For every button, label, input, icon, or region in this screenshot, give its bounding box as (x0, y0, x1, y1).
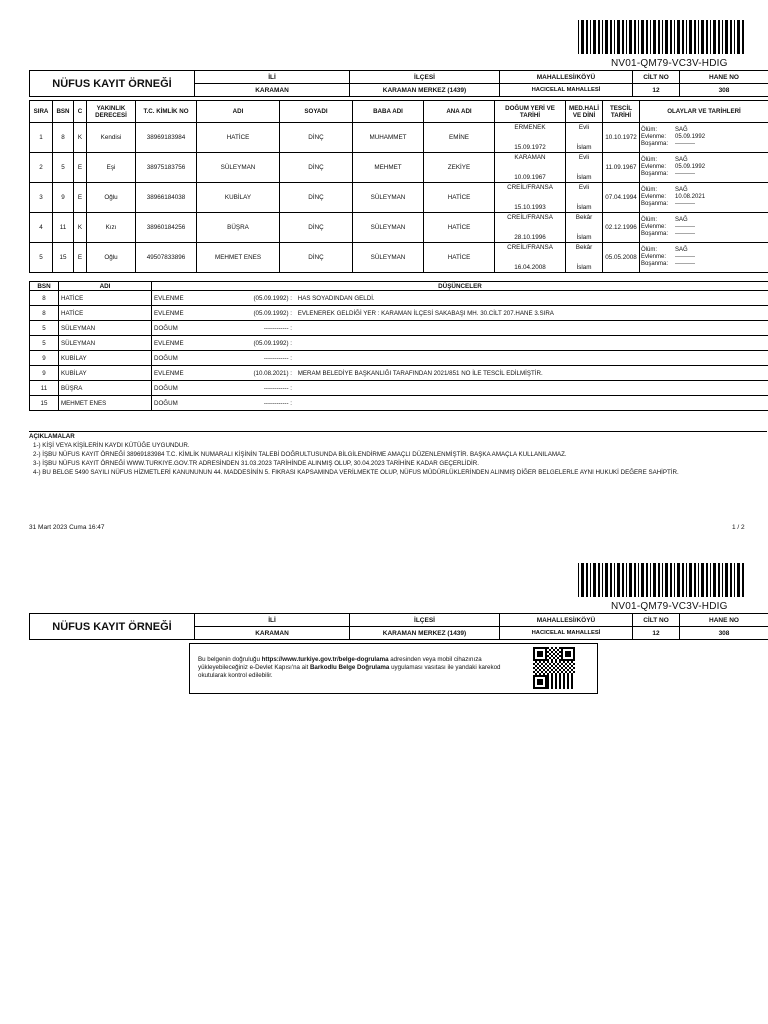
religion: İslam (576, 174, 592, 181)
notes-adi: MEHMET ENES (59, 396, 152, 411)
cell-yakinlik: Eşi (87, 153, 136, 183)
cell-bsn: 11 (53, 213, 74, 243)
notes-bsn: 11 (30, 381, 59, 396)
cell-olaylar: Ölüm: SAĞ Evlenme: 05.09.1992 Boşanma: ---------- (640, 153, 768, 183)
cell-sira: 5 (30, 243, 53, 273)
notes-adi: SÜLEYMAN (59, 336, 152, 351)
notes-date: ------------ : (263, 384, 292, 392)
cell-olaylar: Ölüm: SAĞ Evlenme: 05.09.1992 Boşanma: ---------- (640, 123, 768, 153)
table-row (30, 123, 768, 153)
notes-bsn: 5 (30, 321, 59, 336)
verification-text: Bu belgenin doğruluğu https://www.turkiye.gov.tr/belge-dogrulama adresinden veya mobil cihazınıza yükleyebileceğiniz e-Devlet Kapısı'na ait Barkodlu Belge Doğrulama uygulaması vasıtası ile yandaki karekod okutularak kontrol edilebilir. (198, 656, 501, 679)
cell-olaylar: Ölüm: SAĞ Evlenme: ---------- Boşanma: ---------- (640, 213, 768, 243)
header-value-hane-2: 308 (680, 627, 768, 640)
header-value-mahalle-2: HACICELAL MAHALLESİ (500, 627, 633, 640)
cell-medeni (566, 123, 603, 153)
notes-adi: KUBİLAY (59, 366, 152, 381)
document-title-2: NÜFUS KAYIT ÖRNEĞİ (30, 614, 195, 640)
explanation-item: 3-) İŞBU NÜFUS KAYIT ÖRNEĞİ WWW.TURKIYE.GOV.TR ADRESİNDEN 31.03.2023 TARİHİNDE ALINMIŞ OLUP, 30.04.2023 TARİHİNE KADAR GEÇERLİDİR. (33, 460, 479, 467)
col-adi: ADI (197, 101, 280, 123)
notes-row (30, 381, 768, 396)
cell-dogum (495, 183, 566, 213)
col-c: C (74, 101, 87, 123)
header-value-ilce: KARAMAN MERKEZ (1439) (350, 84, 500, 97)
verification-url[interactable]: https://www.turkiye.gov.tr/belge-dogrulama (261, 656, 389, 663)
cell-sira: 2 (30, 153, 53, 183)
notes-row (30, 396, 768, 411)
cell-tc: 38966184038 (136, 183, 197, 213)
religion: İslam (576, 144, 592, 151)
cell-tc: 38975183756 (136, 153, 197, 183)
religion: İslam (576, 204, 592, 211)
document-title: NÜFUS KAYIT ÖRNEĞİ (30, 71, 195, 97)
table-row (30, 153, 768, 183)
cell-yakinlik: Oğlu (87, 243, 136, 273)
notes-adi: HATİCE (59, 306, 152, 321)
notes-event: EVLENME (154, 294, 184, 302)
cell-soyadi: DİNÇ (280, 243, 353, 273)
notes-date: ------------ : (263, 354, 292, 362)
cell-yakinlik: Kızı (87, 213, 136, 243)
birth-date: 15.09.1972 (514, 144, 546, 151)
verification-box (189, 643, 598, 694)
cell-ana: HATİCE (424, 183, 495, 213)
header-label-ilce: İLÇESİ (350, 71, 500, 84)
cell-bsn: 8 (53, 123, 74, 153)
notes-row (30, 336, 768, 351)
header-value-cilt-2: 12 (633, 627, 680, 640)
col-medeni: MED.HALİ VE DİNİ (566, 101, 603, 123)
cell-yakinlik: Oğlu (87, 183, 136, 213)
cell-tc: 38960184256 (136, 213, 197, 243)
cell-tc: 38969183984 (136, 123, 197, 153)
birth-date: 10.09.1967 (514, 174, 546, 181)
cell-dogum (495, 213, 566, 243)
birth-date: 28.10.1996 (514, 234, 546, 241)
col-bsn: BSN (53, 101, 74, 123)
notes-date: (10.08.2021) : (253, 369, 292, 377)
notes-event: EVLENME (154, 309, 184, 317)
header-value-il: KARAMAN (195, 84, 350, 97)
notes-bsn: 5 (30, 336, 59, 351)
table-row (30, 213, 768, 243)
col-soyadi: SOYADI (280, 101, 353, 123)
birth-place: CREİL/FRANSA (507, 184, 553, 191)
religion: İslam (576, 234, 592, 241)
header-label-il: İLİ (195, 71, 350, 84)
birth-place: ERMENEK (514, 124, 546, 131)
cell-olaylar: Ölüm: SAĞ Evlenme: ---------- Boşanma: ---------- (640, 243, 768, 273)
notes-remark: MERAM BELEDİYE BAŞKANLIĞI TARAFINDAN 2021/851 NO İLE TESCİL EDİLMİŞTİR. (297, 369, 543, 377)
cell-sira: 1 (30, 123, 53, 153)
cell-bsn: 9 (53, 183, 74, 213)
cell-c: E (74, 243, 87, 273)
notes-bsn: 9 (30, 351, 59, 366)
cell-adi: HATİCE (197, 123, 280, 153)
col-sira: SIRA (30, 101, 53, 123)
notes-event: EVLENME (154, 369, 184, 377)
notes-text (152, 366, 768, 381)
cell-baba: MUHAMMET (353, 123, 424, 153)
cell-ana: ZEKİYE (424, 153, 495, 183)
notes-event: DOĞUM (154, 399, 178, 407)
cell-dogum (495, 123, 566, 153)
cell-c: K (74, 213, 87, 243)
marital-status: Evli (578, 154, 590, 161)
cell-yakinlik: Kendisi (87, 123, 136, 153)
cell-soyadi: DİNÇ (280, 153, 353, 183)
notes-date: (05.09.1992) : (253, 339, 292, 347)
header-table (29, 70, 768, 97)
explanations-title: AÇIKLAMALAR (29, 433, 75, 440)
cell-tescil: 07.04.1994 (603, 183, 640, 213)
header-value-ilce-2: KARAMAN MERKEZ (1439) (350, 627, 500, 640)
notes-adi: BÜŞRA (59, 381, 152, 396)
marital-status: Evli (578, 124, 590, 131)
notes-bsn: 8 (30, 291, 59, 306)
cell-tescil: 02.12.1996 (603, 213, 640, 243)
cell-medeni (566, 213, 603, 243)
notes-date: (05.09.1992) : (253, 294, 292, 302)
notes-event: DOĞUM (154, 324, 178, 332)
cell-medeni (566, 153, 603, 183)
birth-place: CREİL/FRANSA (507, 244, 553, 251)
notes-table (29, 281, 768, 411)
marital-status: Bekâr (575, 244, 593, 251)
cell-soyadi: DİNÇ (280, 123, 353, 153)
col-tc: T.C. KİMLİK NO (136, 101, 197, 123)
notes-remark: HAS SOYADINDAN GELDİ. (297, 294, 375, 302)
header-value-hane: 308 (680, 84, 768, 97)
notes-event: EVLENME (154, 339, 184, 347)
cell-soyadi: DİNÇ (280, 213, 353, 243)
cell-ana: EMİNE (424, 123, 495, 153)
notes-event: DOĞUM (154, 384, 178, 392)
person-table (29, 100, 768, 273)
notes-col-adi: ADI (59, 282, 152, 291)
notes-row (30, 321, 768, 336)
cell-sira: 4 (30, 213, 53, 243)
cell-medeni (566, 243, 603, 273)
header-value-mahalle: HACICELAL MAHALLESİ (500, 84, 633, 97)
qr-code-image (533, 647, 575, 689)
notes-text (152, 336, 768, 351)
notes-text (152, 291, 768, 306)
table-row (30, 243, 768, 273)
birth-place: KARAMAN (514, 154, 546, 161)
header-value-il-2: KARAMAN (195, 627, 350, 640)
cell-tescil: 10.10.1972 (603, 123, 640, 153)
cell-tc: 49507833896 (136, 243, 197, 273)
col-yakinlik: YAKINLIK DERECESİ (87, 101, 136, 123)
explanation-item: 1-) KİŞİ VEYA KİŞİLERİN KAYDI KÜTÜĞE UYGUNDUR. (33, 442, 190, 449)
cell-c: E (74, 153, 87, 183)
marital-status: Evli (578, 184, 590, 191)
cell-soyadi: DİNÇ (280, 183, 353, 213)
notes-col-dusunceler: DÜŞÜNCELER (152, 282, 768, 291)
cell-tescil: 05.05.2008 (603, 243, 640, 273)
col-ana: ANA ADI (424, 101, 495, 123)
birth-place: CREİL/FRANSA (507, 214, 553, 221)
notes-adi: HATİCE (59, 291, 152, 306)
cell-c: K (74, 123, 87, 153)
barcode-code: NV01-QM79-VC3V-HDIG (611, 58, 728, 69)
notes-text (152, 351, 768, 366)
cell-baba: MEHMET (353, 153, 424, 183)
cell-adi: MEHMET ENES (197, 243, 280, 273)
notes-row (30, 291, 768, 306)
cell-tescil: 11.09.1967 (603, 153, 640, 183)
cell-dogum (495, 153, 566, 183)
cell-baba: SÜLEYMAN (353, 183, 424, 213)
cell-dogum (495, 243, 566, 273)
notes-bsn: 15 (30, 396, 59, 411)
cell-olaylar: Ölüm: SAĞ Evlenme: 10.08.2021 Boşanma: ---------- (640, 183, 768, 213)
header-label-cilt: CİLT NO (633, 71, 680, 84)
notes-adi: KUBİLAY (59, 351, 152, 366)
notes-row (30, 306, 768, 321)
header-label-hane: HANE NO (680, 71, 768, 84)
notes-bsn: 8 (30, 306, 59, 321)
barcode-code-2: NV01-QM79-VC3V-HDIG (611, 601, 728, 612)
notes-date: ------------ : (263, 324, 292, 332)
cell-baba: SÜLEYMAN (353, 243, 424, 273)
cell-c: E (74, 183, 87, 213)
notes-adi: SÜLEYMAN (59, 321, 152, 336)
header-label-cilt-2: CİLT NO (633, 614, 680, 627)
col-olaylar: OLAYLAR VE TARİHLERİ (640, 101, 768, 123)
header-label-ilce-2: İLÇESİ (350, 614, 500, 627)
page-number: 1 / 2 (732, 524, 745, 531)
cell-bsn: 15 (53, 243, 74, 273)
cell-adi: KUBİLAY (197, 183, 280, 213)
notes-remark: EVLENEREK GELDİĞİ YER : KARAMAN İLÇESİ SAKABAŞI MH. 30.CİLT 207.HANE 3.SIRA (297, 309, 554, 317)
page-2 (0, 560, 768, 760)
header-label-il-2: İLİ (195, 614, 350, 627)
explanation-item: 2-) İŞBU NÜFUS KAYIT ÖRNEĞİ 38969183984 T.C. KİMLİK NUMARALI KİŞİNİN TALEBİ DOĞRULTUSUNDA BİLGİLENDİRME AMAÇLI DÜZENLENMİŞTİR. BAŞKA AMAÇLA KULLANILAMAZ. (33, 451, 567, 458)
notes-text (152, 306, 768, 321)
header-label-mahalle: MAHALLESİ/KÖYÜ (500, 71, 633, 84)
col-baba: BABA ADI (353, 101, 424, 123)
notes-col-bsn: BSN (30, 282, 59, 291)
explanation-item: 4-) BU BELGE 5490 SAYILI NÜFUS HİZMETLERİ KANUNUNUN 44. MADDESİNİN 5. FIKRASI KAPSAMINDA VERİLMEKTE OLUP, NÜFUS MÜDÜRLÜKLERİNDEN ALINMIŞ DİĞER BELGELERLE AYNI HUKUKİ DEĞERE SAHİPTİR. (33, 469, 679, 476)
header-label-mahalle-2: MAHALLESİ/KÖYÜ (500, 614, 633, 627)
birth-date: 16.04.2008 (514, 264, 546, 271)
notes-row (30, 351, 768, 366)
cell-baba: SÜLEYMAN (353, 213, 424, 243)
cell-adi: BÜŞRA (197, 213, 280, 243)
header-label-hane-2: HANE NO (680, 614, 768, 627)
explanations-box (29, 431, 767, 496)
notes-text (152, 321, 768, 336)
cell-medeni (566, 183, 603, 213)
cell-adi: SÜLEYMAN (197, 153, 280, 183)
table-row (30, 183, 768, 213)
notes-bsn: 9 (30, 366, 59, 381)
cell-ana: HATİCE (424, 243, 495, 273)
notes-text (152, 381, 768, 396)
header-table-2 (29, 613, 768, 640)
col-dogum: DOĞUM YERİ VE TARİHİ (495, 101, 566, 123)
birth-date: 15.10.1993 (514, 204, 546, 211)
cell-bsn: 5 (53, 153, 74, 183)
barcode-image (578, 20, 748, 54)
header-value-cilt: 12 (633, 84, 680, 97)
notes-row (30, 366, 768, 381)
marital-status: Bekâr (575, 214, 593, 221)
religion: İslam (576, 264, 592, 271)
cell-ana: HATİCE (424, 213, 495, 243)
col-tescil: TESCİL TARİHİ (603, 101, 640, 123)
cell-sira: 3 (30, 183, 53, 213)
notes-text (152, 396, 768, 411)
notes-date: (05.09.1992) : (253, 309, 292, 317)
notes-date: ------------ : (263, 399, 292, 407)
notes-event: DOĞUM (154, 354, 178, 362)
print-date: 31 Mart 2023 Cuma 16:47 (29, 524, 105, 531)
barcode-image-2 (578, 563, 748, 597)
